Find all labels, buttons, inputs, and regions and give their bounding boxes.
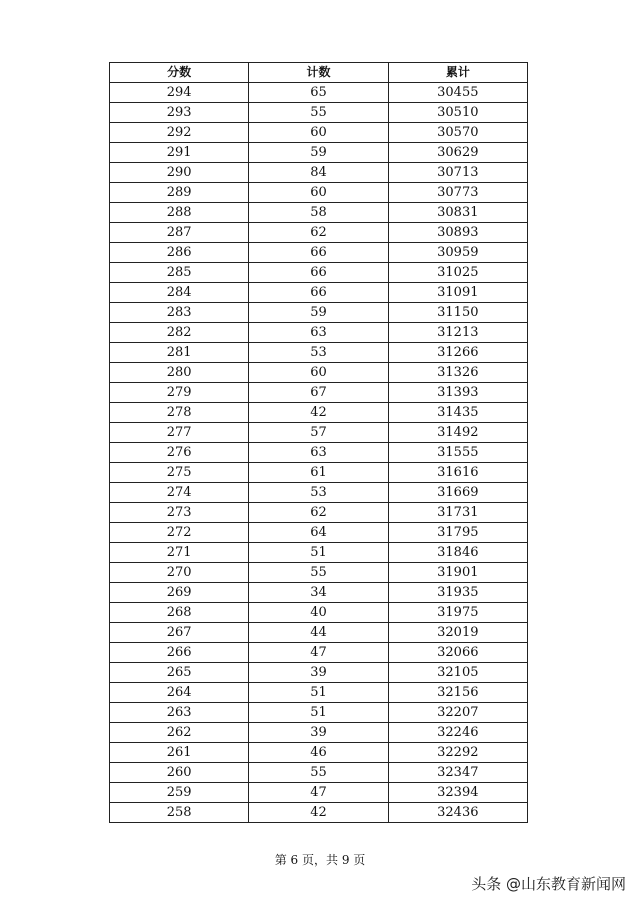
table-row: [110, 703, 528, 723]
score-cell: 261: [110, 743, 249, 763]
count-cell: 40: [249, 603, 388, 623]
cumulative-cell: 31326: [388, 363, 527, 383]
count-cell: 51: [249, 543, 388, 563]
table-row: [110, 603, 528, 623]
table-header-row: [110, 63, 528, 83]
count-cell: 59: [249, 143, 388, 163]
table-row: [110, 363, 528, 383]
cumulative-cell: 32436: [388, 803, 527, 823]
count-cell: 42: [249, 803, 388, 823]
score-cell: 283: [110, 303, 249, 323]
count-cell: 34: [249, 583, 388, 603]
table-row: [110, 203, 528, 223]
score-cell: 271: [110, 543, 249, 563]
table-row: [110, 303, 528, 323]
count-cell: 60: [249, 363, 388, 383]
table-row: [110, 123, 528, 143]
table-row: [110, 563, 528, 583]
table-row: [110, 243, 528, 263]
score-cell: 287: [110, 223, 249, 243]
table-row: [110, 403, 528, 423]
table-row: [110, 743, 528, 763]
cumulative-cell: 30629: [388, 143, 527, 163]
cumulative-cell: 32394: [388, 783, 527, 803]
table-row: [110, 283, 528, 303]
score-cell: 294: [110, 83, 249, 103]
score-cell: 285: [110, 263, 249, 283]
cumulative-cell: 30713: [388, 163, 527, 183]
cumulative-cell: 31435: [388, 403, 527, 423]
count-cell: 84: [249, 163, 388, 183]
cumulative-cell: 31091: [388, 283, 527, 303]
table-row: [110, 723, 528, 743]
table-row: [110, 343, 528, 363]
cumulative-cell: 31555: [388, 443, 527, 463]
score-cell: 264: [110, 683, 249, 703]
count-cell: 39: [249, 663, 388, 683]
count-cell: 60: [249, 183, 388, 203]
cumulative-cell: 31846: [388, 543, 527, 563]
cumulative-cell: 31935: [388, 583, 527, 603]
score-cell: 291: [110, 143, 249, 163]
count-cell: 47: [249, 643, 388, 663]
score-cell: 280: [110, 363, 249, 383]
score-cell: 277: [110, 423, 249, 443]
score-cell: 286: [110, 243, 249, 263]
table-row: [110, 583, 528, 603]
table-row: [110, 483, 528, 503]
count-cell: 42: [249, 403, 388, 423]
cumulative-cell: 31731: [388, 503, 527, 523]
score-cell: 284: [110, 283, 249, 303]
score-cell: 259: [110, 783, 249, 803]
score-cell: 267: [110, 623, 249, 643]
cumulative-cell: 31975: [388, 603, 527, 623]
header-count: 计数: [249, 63, 388, 83]
table-row: [110, 543, 528, 563]
score-cell: 276: [110, 443, 249, 463]
cumulative-cell: 32246: [388, 723, 527, 743]
table-row: [110, 263, 528, 283]
count-cell: 44: [249, 623, 388, 643]
score-cell: 290: [110, 163, 249, 183]
count-cell: 60: [249, 123, 388, 143]
score-cell: 260: [110, 763, 249, 783]
table-row: [110, 223, 528, 243]
score-cell: 289: [110, 183, 249, 203]
cumulative-cell: 31266: [388, 343, 527, 363]
table-row: [110, 323, 528, 343]
score-cell: 288: [110, 203, 249, 223]
score-cell: 279: [110, 383, 249, 403]
cumulative-cell: 32105: [388, 663, 527, 683]
score-cell: 275: [110, 463, 249, 483]
score-cell: 258: [110, 803, 249, 823]
cumulative-cell: 31616: [388, 463, 527, 483]
header-score: 分数: [110, 63, 249, 83]
cumulative-cell: 32292: [388, 743, 527, 763]
table-row: [110, 383, 528, 403]
cumulative-cell: 32066: [388, 643, 527, 663]
cumulative-cell: 31669: [388, 483, 527, 503]
score-cell: 270: [110, 563, 249, 583]
count-cell: 59: [249, 303, 388, 323]
table-row: [110, 163, 528, 183]
score-cell: 281: [110, 343, 249, 363]
count-cell: 46: [249, 743, 388, 763]
count-cell: 63: [249, 443, 388, 463]
cumulative-cell: 32019: [388, 623, 527, 643]
cumulative-cell: 30510: [388, 103, 527, 123]
count-cell: 65: [249, 83, 388, 103]
count-cell: 47: [249, 783, 388, 803]
count-cell: 66: [249, 263, 388, 283]
cumulative-cell: 30570: [388, 123, 527, 143]
count-cell: 66: [249, 243, 388, 263]
score-cell: 268: [110, 603, 249, 623]
cumulative-cell: 31795: [388, 523, 527, 543]
table-row: [110, 803, 528, 823]
table-row: [110, 663, 528, 683]
score-cell: 293: [110, 103, 249, 123]
cumulative-cell: 30959: [388, 243, 527, 263]
table-row: [110, 763, 528, 783]
score-cell: 272: [110, 523, 249, 543]
count-cell: 66: [249, 283, 388, 303]
count-cell: 51: [249, 703, 388, 723]
table-row: [110, 523, 528, 543]
table-row: [110, 643, 528, 663]
score-cell: 274: [110, 483, 249, 503]
score-cell: 263: [110, 703, 249, 723]
count-cell: 64: [249, 523, 388, 543]
table-row: [110, 683, 528, 703]
count-cell: 62: [249, 503, 388, 523]
cumulative-cell: 30455: [388, 83, 527, 103]
count-cell: 55: [249, 563, 388, 583]
cumulative-cell: 31150: [388, 303, 527, 323]
table-row: [110, 463, 528, 483]
score-cell: 265: [110, 663, 249, 683]
score-table: [109, 62, 528, 823]
table-body: [110, 83, 528, 823]
count-cell: 62: [249, 223, 388, 243]
score-cell: 292: [110, 123, 249, 143]
cumulative-cell: 32156: [388, 683, 527, 703]
cumulative-cell: 32347: [388, 763, 527, 783]
count-cell: 53: [249, 483, 388, 503]
count-cell: 63: [249, 323, 388, 343]
count-cell: 51: [249, 683, 388, 703]
count-cell: 39: [249, 723, 388, 743]
score-cell: 282: [110, 323, 249, 343]
cumulative-cell: 32207: [388, 703, 527, 723]
count-cell: 67: [249, 383, 388, 403]
watermark: 头条 @山东教育新闻网: [471, 875, 626, 893]
header-cumulative: 累计: [388, 63, 527, 83]
table-row: [110, 423, 528, 443]
count-cell: 61: [249, 463, 388, 483]
page-number: 第 6 页，共 9 页: [274, 853, 366, 867]
score-cell: 262: [110, 723, 249, 743]
cumulative-cell: 30893: [388, 223, 527, 243]
cumulative-cell: 30831: [388, 203, 527, 223]
table-row: [110, 443, 528, 463]
score-cell: 269: [110, 583, 249, 603]
score-cell: 278: [110, 403, 249, 423]
count-cell: 55: [249, 763, 388, 783]
table-row: [110, 143, 528, 163]
table-row: [110, 623, 528, 643]
table-row: [110, 783, 528, 803]
cumulative-cell: 31492: [388, 423, 527, 443]
table-row: [110, 103, 528, 123]
cumulative-cell: 31025: [388, 263, 527, 283]
table-row: [110, 503, 528, 523]
count-cell: 53: [249, 343, 388, 363]
score-cell: 266: [110, 643, 249, 663]
table-row: [110, 83, 528, 103]
score-cell: 273: [110, 503, 249, 523]
cumulative-cell: 31901: [388, 563, 527, 583]
count-cell: 57: [249, 423, 388, 443]
count-cell: 58: [249, 203, 388, 223]
cumulative-cell: 31213: [388, 323, 527, 343]
count-cell: 55: [249, 103, 388, 123]
cumulative-cell: 31393: [388, 383, 527, 403]
cumulative-cell: 30773: [388, 183, 527, 203]
table-row: [110, 183, 528, 203]
